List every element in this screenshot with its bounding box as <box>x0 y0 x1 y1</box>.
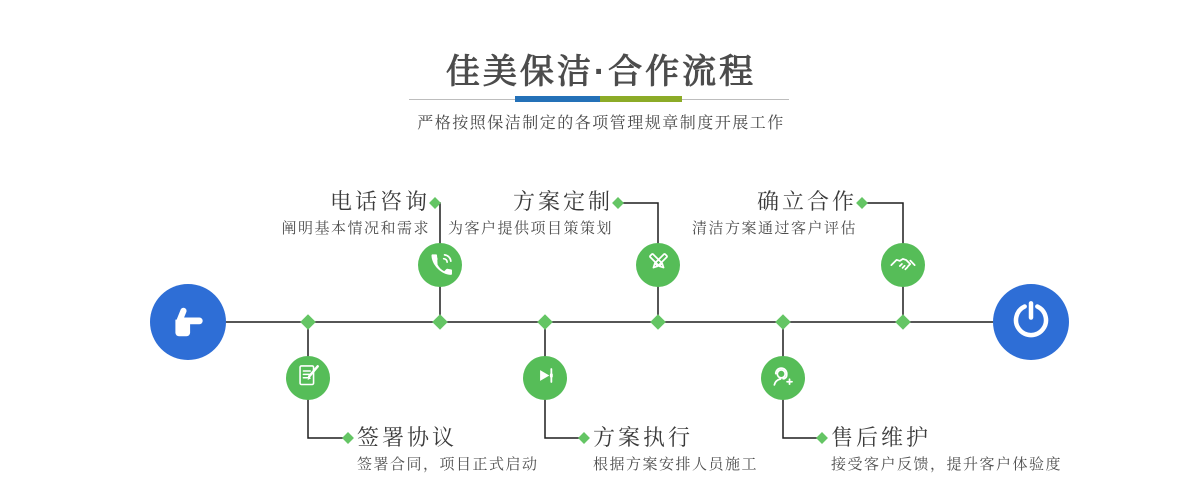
label-diamond <box>342 432 354 444</box>
phone-icon <box>427 249 454 281</box>
timeline-diamond <box>775 314 791 330</box>
step-title: 电话咨询 <box>329 189 430 214</box>
step-desc: 根据方案安排人员施工 <box>593 456 759 473</box>
step-desc: 签署合同，项目正式启动 <box>357 456 539 473</box>
step-label-cooperation <box>692 188 857 239</box>
page-subtitle: 严格按照保洁制定的各项管理规章制度开展工作 <box>417 115 785 132</box>
step-node-plan-design <box>636 243 680 287</box>
handshake-icon <box>889 249 917 282</box>
step-title: 方案执行 <box>593 425 694 450</box>
step-desc: 接受客户反馈，提升客户体验度 <box>831 456 1063 473</box>
label-diamond <box>856 197 868 209</box>
label-diamond <box>429 197 441 209</box>
step-title: 方案定制 <box>512 189 613 214</box>
timeline-diamond <box>650 314 666 330</box>
step-desc: 为客户提供项目策策划 <box>447 220 613 237</box>
step-label-phone-consult <box>281 188 430 239</box>
play-execute-icon <box>532 362 559 394</box>
step-node-execute-plan <box>523 356 567 400</box>
timeline-diamond <box>537 314 553 330</box>
step-desc: 阐明基本情况和需求 <box>281 220 430 237</box>
flow-start-node <box>150 284 226 360</box>
contract-icon <box>295 362 322 394</box>
headset-plus-icon <box>769 362 797 395</box>
step-node-sign-agreement <box>286 356 330 400</box>
step-node-after-sales <box>761 356 805 400</box>
timeline-diamond <box>432 314 448 330</box>
label-diamond <box>612 197 624 209</box>
step-label-plan-design <box>448 188 613 239</box>
step-label-after-sales <box>831 424 1062 475</box>
step-node-phone-consult <box>418 243 462 287</box>
timeline-diamond <box>895 314 911 330</box>
step-label-sign-agreement <box>357 424 539 475</box>
step-title: 确立合作 <box>756 189 857 214</box>
flow-end-node <box>993 284 1069 360</box>
step-title: 售后维护 <box>831 425 932 450</box>
label-diamond <box>816 432 828 444</box>
step-node-cooperation <box>881 243 925 287</box>
step-desc: 清洁方案通过客户评估 <box>691 220 857 237</box>
timeline-diamond <box>300 314 316 330</box>
power-icon <box>1011 300 1051 345</box>
pointing-hand-icon <box>167 299 209 346</box>
label-diamond <box>578 432 590 444</box>
pencil-ruler-icon <box>645 249 672 281</box>
page-title: 佳美保洁·合作流程 <box>445 53 757 91</box>
step-label-execute-plan <box>593 424 758 475</box>
step-title: 签署协议 <box>357 425 458 450</box>
